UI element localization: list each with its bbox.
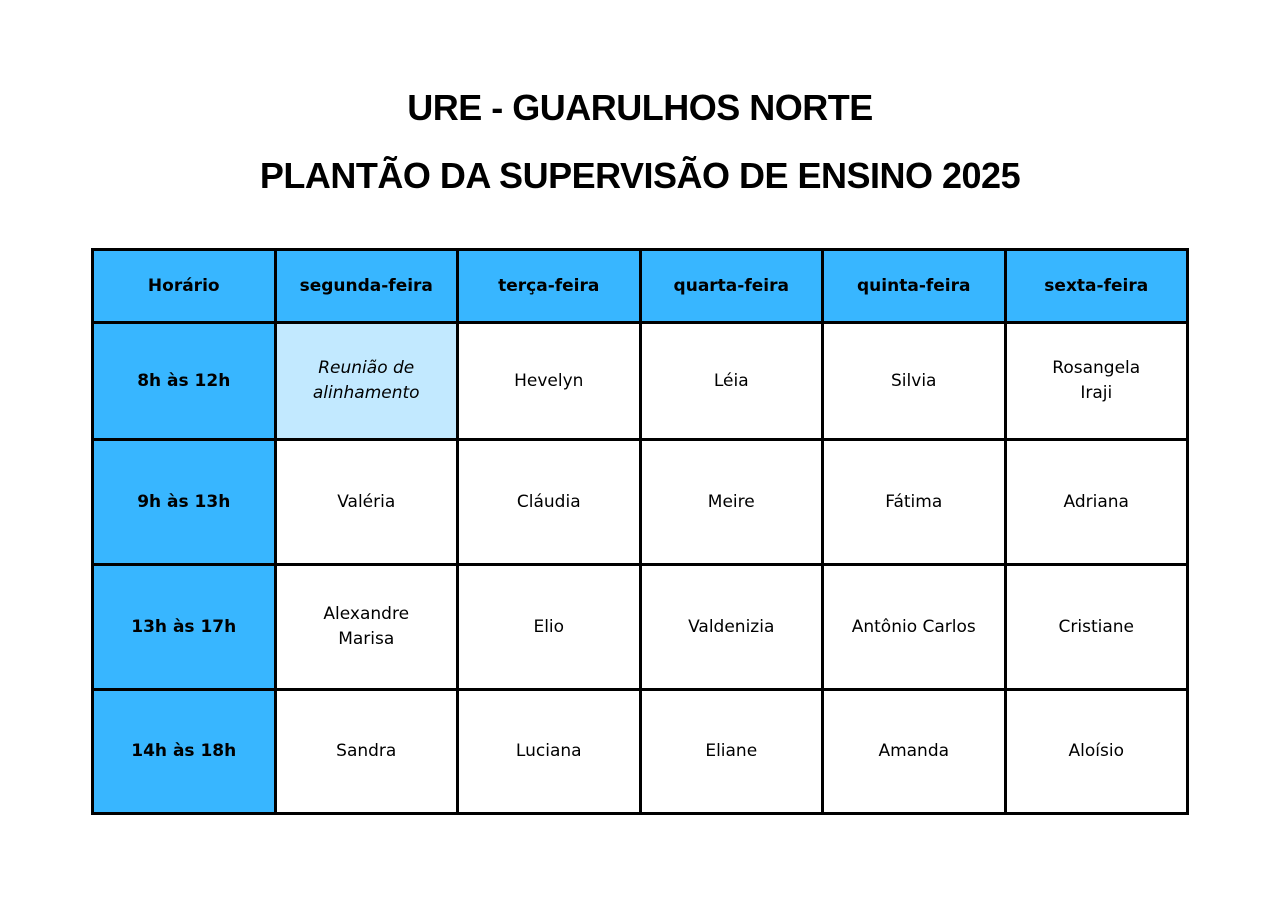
cell-line: Aloísio [1068,741,1124,761]
schedule-cell [1005,690,1188,814]
cell-line: Sandra [336,741,397,761]
cell-line: Iraji [1080,383,1113,403]
cell-line: Reunião de [318,358,415,378]
cell-line: Meire [707,491,755,512]
time-slot-cell: 14h às 18h [93,690,276,814]
cell-line: Valéria [337,491,396,512]
column-header-sexta: sexta-feira [1005,250,1188,323]
cell-line: Fátima [885,491,943,512]
schedule-cell [275,565,458,690]
column-header-segunda: segunda-feira [275,250,458,323]
time-slot-cell: 13h às 17h [93,565,276,690]
schedule-cell [823,565,1006,690]
cell-line: Amanda [878,741,950,761]
cell-line: Cláudia [516,491,581,512]
schedule-cell [458,690,641,814]
schedule-cell [275,690,458,814]
schedule-cell [823,440,1006,565]
schedule-cell [458,440,641,565]
cell-line: Eliane [705,741,758,761]
column-header-quinta: quinta-feira [823,250,1006,323]
cell-line: Rosangela [1052,358,1141,378]
cell-line: Valdenizia [688,616,775,637]
schedule-cell [458,323,641,440]
cell-line: Luciana [515,741,582,761]
table-row [93,323,1188,440]
schedule-table [91,248,1189,815]
column-header-quarta: quarta-feira [640,250,823,323]
schedule-cell [1005,323,1188,440]
schedule-cell [640,440,823,565]
cell-line: Adriana [1063,491,1129,512]
column-header-horario: Horário [93,250,276,323]
page-title: URE - GUARULHOS NORTE [407,87,873,128]
schedule-cell [458,565,641,690]
time-slot-cell: 9h às 13h [93,440,276,565]
schedule-cell [1005,565,1188,690]
cell-line: Marisa [338,629,395,649]
schedule-cell [640,565,823,690]
page-subtitle: PLANTÃO DA SUPERVISÃO DE ENSINO 2025 [259,155,1021,196]
schedule-cell [640,690,823,814]
cell-line: Elio [533,616,565,637]
column-header-terca: terça-feira [458,250,641,323]
schedule-cell [823,690,1006,814]
table-row [93,690,1188,814]
time-slot-cell: 8h às 12h [93,323,276,440]
cell-line: Antônio Carlos [851,616,976,637]
cell-line: alinhamento [312,383,420,403]
table-header-row [93,250,1188,323]
cell-line: Silvia [891,370,937,391]
cell-line: Hevelyn [514,370,584,391]
schedule-cell [275,440,458,565]
table-row [93,440,1188,565]
table-row [93,565,1188,690]
cell-line: Cristiane [1058,616,1134,637]
cell-line: Alexandre [323,604,410,624]
schedule-cell [640,323,823,440]
schedule-cell-meeting [275,323,458,440]
schedule-cell [823,323,1006,440]
cell-line: Léia [713,370,749,391]
schedule-cell [1005,440,1188,565]
